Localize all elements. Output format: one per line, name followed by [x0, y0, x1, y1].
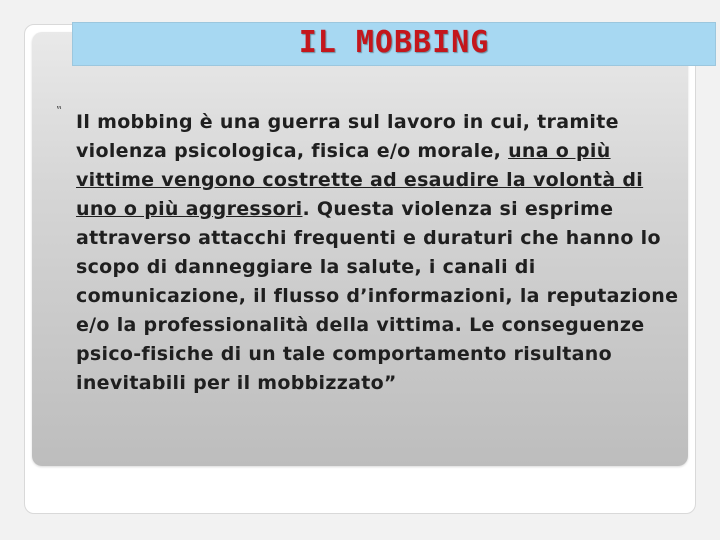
- slide-title: IL MOBBING: [298, 25, 490, 60]
- paragraph-part-1: Il mobbing è una guerra sul lavoro in cui, tramite violenza psicologica, fisica e/o morale,: [76, 111, 619, 162]
- paragraph-underlined: una o più vittime vengono costrette ad esaudire la volontà di uno o più aggressori: [76, 140, 644, 220]
- paragraph-part-2: . Questa violenza si esprime attraverso attacchi frequenti e duraturi che hanno lo scopo di danneggiare la salute, i canali di comunicazione, il flusso d’informazioni, la reputazione e/o la professionalità della vittima. Le conseguenze psico-fisiche di un tale comportamento risultano inevitabili per il mobbizzato”: [76, 198, 679, 394]
- title-bar: [72, 22, 716, 66]
- body-paragraph: [76, 108, 680, 398]
- quote-bullet-icon: ‟: [56, 104, 63, 118]
